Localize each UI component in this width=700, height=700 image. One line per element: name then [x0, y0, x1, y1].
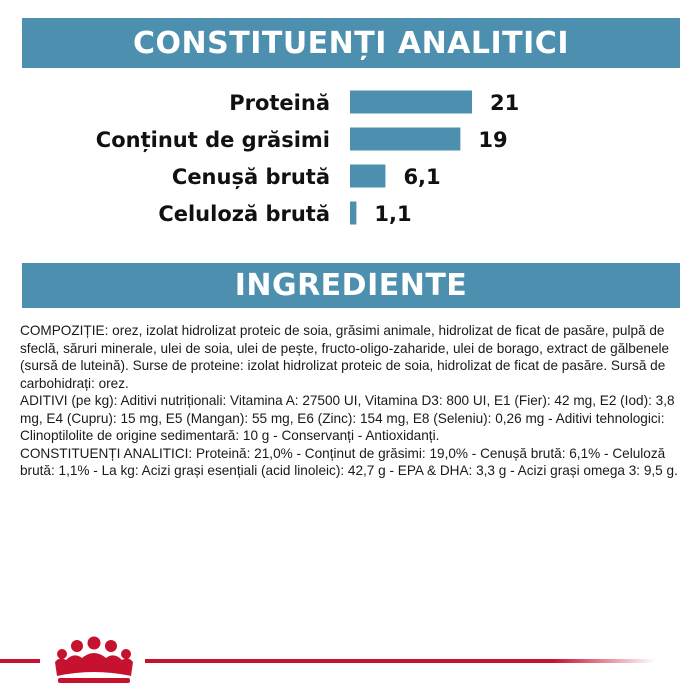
category-label: Proteină: [229, 91, 330, 115]
ingredients-banner: [22, 263, 680, 308]
value-label: 6,1: [403, 165, 441, 189]
analytic-constituents-banner: [22, 18, 680, 68]
value-label: 21: [490, 91, 520, 115]
bar: [350, 202, 356, 225]
analytic-bar-chart: [0, 80, 700, 250]
category-label: Celuloză brută: [158, 202, 330, 226]
bar: [350, 91, 472, 114]
bar: [350, 165, 385, 188]
crown-icon: [55, 637, 133, 684]
ingredients-title: INGREDIENTE: [234, 268, 468, 303]
value-label: 1,1: [374, 202, 412, 226]
composition-text: [20, 322, 684, 480]
footer-line-left: [0, 659, 40, 663]
bar: [350, 128, 460, 151]
analytic-constituents-paragraph: CONSTITUENȚI ANALITICI: Proteină: 21,0% - Conținut de grăsimi: 19,0% - Cenușă brută: 6,1% - Celuloză brută: 1,1% - La kg: Acizi grași esențiali (acid linoleic): 42,7 g - EPA & DHA: 3,3 g - Acizi grași omega 3: 9,5 g.: [20, 445, 678, 478]
analytic-constituents-title: CONSTITUENȚI ANALITICI: [133, 25, 569, 61]
value-label: 19: [478, 128, 508, 152]
composition-paragraph: COMPOZIȚIE: orez, izolat hidrolizat proteic de soia, grăsimi animale, hidrolizat de ficat de pasăre, pulpă de sfeclă, săruri minerale, ulei de soia, ulei de pește, fructo-oligo-zaharide, ulei de borago, extract de gălbenele (sursă de luteină). Surse de proteine: izolat hidrolizat proteic de soia, hidrolizat de ficat de pasăre. Sursă de carbohidrați: orez.: [20, 323, 670, 391]
additives-paragraph: ADITIVI (pe kg): Aditivi nutriționali: Vitamina A: 27500 UI, Vitamina D3: 800 UI, E1 (Fier): 42 mg, E2 (Iod): 3,8 mg, E4 (Cupru): 15 mg, E5 (Mangan): 55 mg, E6 (Zinc): 154 mg, E8 (Seleniu): 0,26 mg - Aditivi tehnologici: Clinoptilolite de origine sedimentară: 10 g - Conservanți - Antioxidanți.: [20, 393, 675, 443]
footer-band: [0, 632, 700, 700]
footer-line-right: [145, 659, 655, 663]
category-label: Cenușă brută: [171, 165, 330, 189]
category-label: Conținut de grăsimi: [95, 128, 330, 152]
